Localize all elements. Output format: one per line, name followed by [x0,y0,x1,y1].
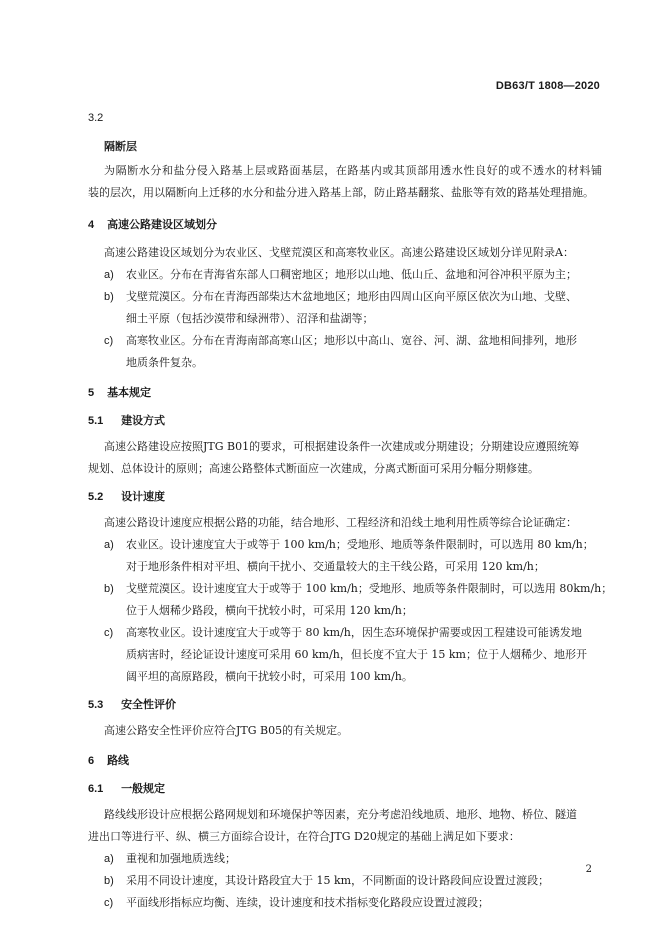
section-5-3-heading [88,696,176,712]
list-item [104,580,612,596]
term-title: 隔断层 [104,141,137,153]
section-6-1-heading [88,780,165,796]
list-item-continuation: 对于地形条件相对平坦、横向干扰小、交通量较大的主干线公路，可采用 120 km/h； [126,560,545,573]
section-5-2-intro: 高速公路设计速度应根据公路的功能，结合地形、工程经济和沿线土地利用性质等综合论证确定： [104,516,577,529]
section-6-heading [88,752,129,768]
list-item [104,266,577,282]
list-item [104,332,577,348]
paragraph-line: 高速公路安全性评价应符合JTG B05的有关规定。 [104,724,349,737]
list-marker: b) [104,875,114,887]
paragraph-line: 规划、总体设计的原则；高速公路整体式断面应一次建成，分离式断面可采用分幅分期修建。 [88,462,539,475]
list-marker: a) [104,853,114,865]
section-4-heading [88,216,217,232]
list-item-text: 平面线形指标应均衡、连续，设计速度和技术指标变化路段应设置过渡段； [126,896,489,909]
section-title: 安全性评价 [121,699,177,711]
paragraph-line: 高速公路建设应按照JTG B01的要求，可根据建设条件一次建成或分期建设；分期建设应遵照统筹 [104,440,580,453]
section-title: 高速公路建设区域划分 [107,219,218,231]
list-marker: b) [104,291,114,303]
list-item-continuation: 位于人烟稀少路段，横向干扰较小时，可采用 120 km/h； [126,604,413,617]
list-marker: c) [104,335,114,347]
paragraph-line: 路线线形设计应根据公路网规划和环境保护等因素，充分考虑沿线地质、地形、地物、桥位、隧道 [104,808,577,821]
section-number: 5.1 [88,415,104,427]
section-number: 6 [88,755,95,767]
list-item-text: 高寒牧业区。设计速度宜大于或等于 80 km/h，因生态环境保护需要或因工程建设可能诱发地 [126,626,582,639]
page-number: 2 [585,864,592,875]
section-number: 5.3 [88,699,104,711]
section-title: 基本规定 [107,387,152,399]
section-number: 4 [88,219,95,231]
list-item-continuation: 质病害时，经论证设计速度可采用 60 km/h，但长度不宜大于 15 km；位于人烟稀少、地形开 [126,648,587,661]
list-marker: c) [104,627,114,639]
section-title: 设计速度 [121,491,166,503]
list-item [104,288,577,304]
list-item-text: 农业区。设计速度宜大于或等于 100 km/h；受地形、地质等条件限制时，可以选用 80 km/h； [126,538,594,551]
list-item-continuation: 地质条件复杂。 [126,356,203,369]
section-4-intro: 高速公路建设区域划分为农业区、戈壁荒漠区和高寒牧业区。高速公路建设区域划分详见附录A： [104,246,574,259]
list-item-text: 戈壁荒漠区。分布在青海西部柴达木盆地地区；地形由四周山区向平原区依次为山地、戈壁、 [126,290,577,303]
list-item-text: 高寒牧业区。分布在青海南部高寒山区；地形以中高山、宽谷、河、湖、盆地相间排列，地形 [126,334,577,347]
list-item-continuation: 细土平原（包括沙漠带和绿洲带）、沼泽和盐湖等； [126,312,374,325]
section-number: 5.2 [88,491,104,503]
list-item-text: 采用不同设计速度，其设计路段宜大于 15 km，不同断面的设计路段间应设置过渡段； [126,874,550,887]
list-marker: b) [104,583,114,595]
list-item [104,536,594,552]
term-definition-line-1: 为隔断水分和盐分侵入路基上层或路面基层，在路基内或其顶部用透水性良好的或不透水的材料铺 [104,164,602,177]
list-item-text: 重视和加强地质选线； [126,852,236,865]
section-5-2-heading [88,488,165,504]
section-title: 路线 [107,755,130,767]
list-marker: c) [104,897,114,909]
clause-number-3-2: 3.2 [88,112,104,124]
list-item-continuation: 阔平坦的高原路段，横向干扰较小时，可采用 100 km/h。 [126,670,413,683]
list-marker: a) [104,539,114,551]
list-item [104,872,549,888]
section-5-1-heading [88,412,165,428]
section-title: 一般规定 [121,783,166,795]
document-id: DB63/T 1808—2020 [495,80,600,92]
list-item [104,894,489,910]
paragraph-line: 进出口等进行平、纵、横三方面综合设计，在符合JTG D20规定的基础上满足如下要求： [88,830,520,843]
term-definition-line-2: 装的层次，用以隔断向上迁移的水分和盐分进入路基上部，防止路基翻浆、盐胀等有效的路基处理措施。 [88,186,594,199]
section-number: 5 [88,387,95,399]
section-title: 建设方式 [121,415,166,427]
section-5-heading [88,384,151,400]
list-marker: a) [104,269,114,281]
list-item-text: 农业区。分布在青海省东部人口稠密地区；地形以山地、低山丘、盆地和河谷冲积平原为主； [126,268,577,281]
list-item-text: 戈壁荒漠区。设计速度宜大于或等于 100 km/h；受地形、地质等条件限制时，可以选用 80km/h； [126,582,613,595]
list-item [104,850,236,866]
section-number: 6.1 [88,783,104,795]
list-item [104,624,582,640]
